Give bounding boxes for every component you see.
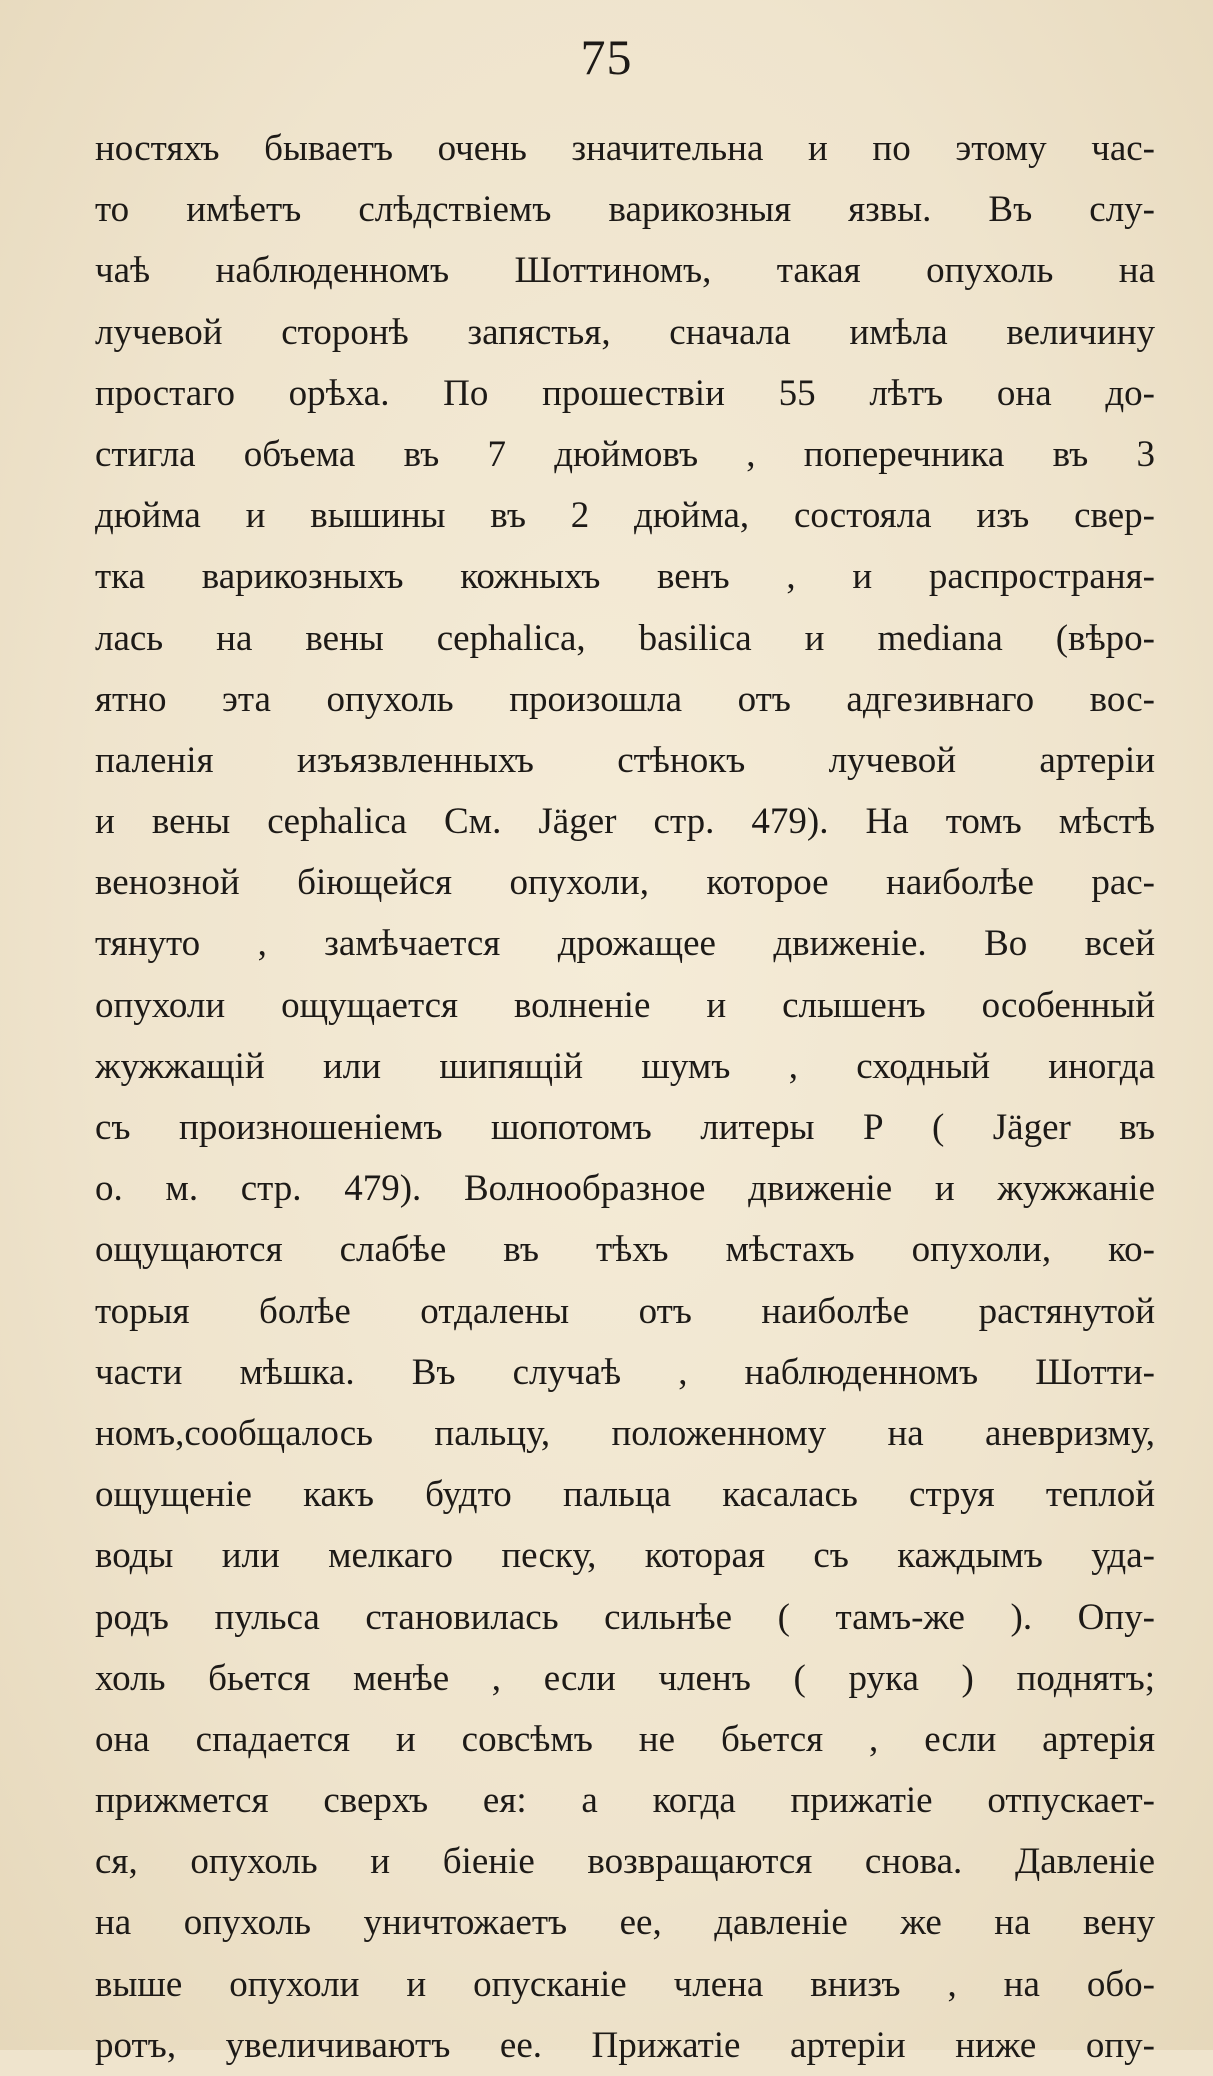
text-line: лась на вены cephalica, basilica и mediana (вѣро- — [95, 617, 1155, 659]
text-line: прижмется сверхъ ея: а когда прижатіе отпускает- — [95, 1780, 1155, 1822]
page-number: 75 — [580, 29, 633, 85]
text-line: она спадается и совсѣмъ не бьется , если артерія — [95, 1718, 1155, 1760]
text-line: тка варикозныхъ кожныхъ венъ , и распространя- — [95, 556, 1155, 598]
text-line: чаѣ наблюденномъ Шоттиномъ, такая опухоль на — [95, 250, 1155, 292]
text-line: части мѣшка. Въ случаѣ , наблюденномъ Шотти- — [95, 1351, 1155, 1393]
text-line: ощущеніе какъ будто пальца касалась струя теплой — [95, 1474, 1155, 1516]
text-line: опухоли ощущается волненіе и слышенъ особенный — [95, 984, 1155, 1026]
text-line: выше опухоли и опусканіе члена внизъ , на обо- — [95, 1963, 1155, 2005]
text-line: ностяхъ бываетъ очень значительна и по этому час- — [95, 128, 1155, 169]
text-line: номъ,сообщалось пальцу, положенному на аневризму, — [95, 1412, 1155, 1454]
text-line: на опухоль уничтожаетъ ее, давленіе же на вену — [95, 1902, 1155, 1944]
text-line: жужжащій или шипящій шумъ , сходный иногда — [95, 1045, 1155, 1087]
text-line: холь бьется менѣе , если членъ ( рука ) поднятъ; — [95, 1657, 1155, 1699]
text-line: простаго орѣха. По прошествіи 55 лѣтъ она до- — [95, 372, 1155, 414]
text-line: венозной біющейся опухоли, которое наиболѣе рас- — [95, 862, 1155, 904]
text-line: то имѣетъ слѣдствіемъ варикозныя язвы. Въ слу- — [95, 189, 1155, 231]
text-line: съ произношеніемъ шопотомъ литеры Р ( Jäger въ — [95, 1107, 1155, 1148]
text-line: ощущаются слабѣе въ тѣхъ мѣстахъ опухоли, ко- — [95, 1229, 1155, 1271]
text-line: торыя болѣе отдалены отъ наиболѣе растянутой — [95, 1290, 1155, 1332]
text-line: о. м. стр. 479). Волнообразное движеніе и жужжаніе — [95, 1168, 1155, 1210]
text-line: ятно эта опухоль произошла отъ адгезивнаго вос- — [95, 678, 1155, 720]
text-line: воды или мелкаго песку, которая съ каждымъ уда- — [95, 1535, 1155, 1577]
text-line: паленія изъязвленныхъ стѣнокъ лучевой артеріи — [95, 739, 1155, 781]
text-line: ся, опухоль и біеніе возвращаются снова. Давленіе — [95, 1841, 1155, 1883]
text-line: дюйма и вышины въ 2 дюйма, состояла изъ свер- — [95, 495, 1155, 537]
text-line: и вены cephalica См. Jäger стр. 479). На томъ мѣстѣ — [95, 801, 1155, 843]
body-text — [95, 118, 1155, 2076]
text-line: стигла объема въ 7 дюймовъ , поперечника въ 3 — [95, 433, 1155, 475]
text-line: ротъ, увеличиваютъ ее. Прижатіе артеріи ниже опу- — [95, 2024, 1155, 2066]
text-line: лучевой сторонѣ запястья, сначала имѣла величину — [95, 311, 1155, 353]
text-line: тянуто , замѣчается дрожащее движеніе. Во всей — [95, 923, 1155, 965]
text-line: родъ пульса становилась сильнѣе ( тамъ-же ). Опу- — [95, 1596, 1155, 1638]
